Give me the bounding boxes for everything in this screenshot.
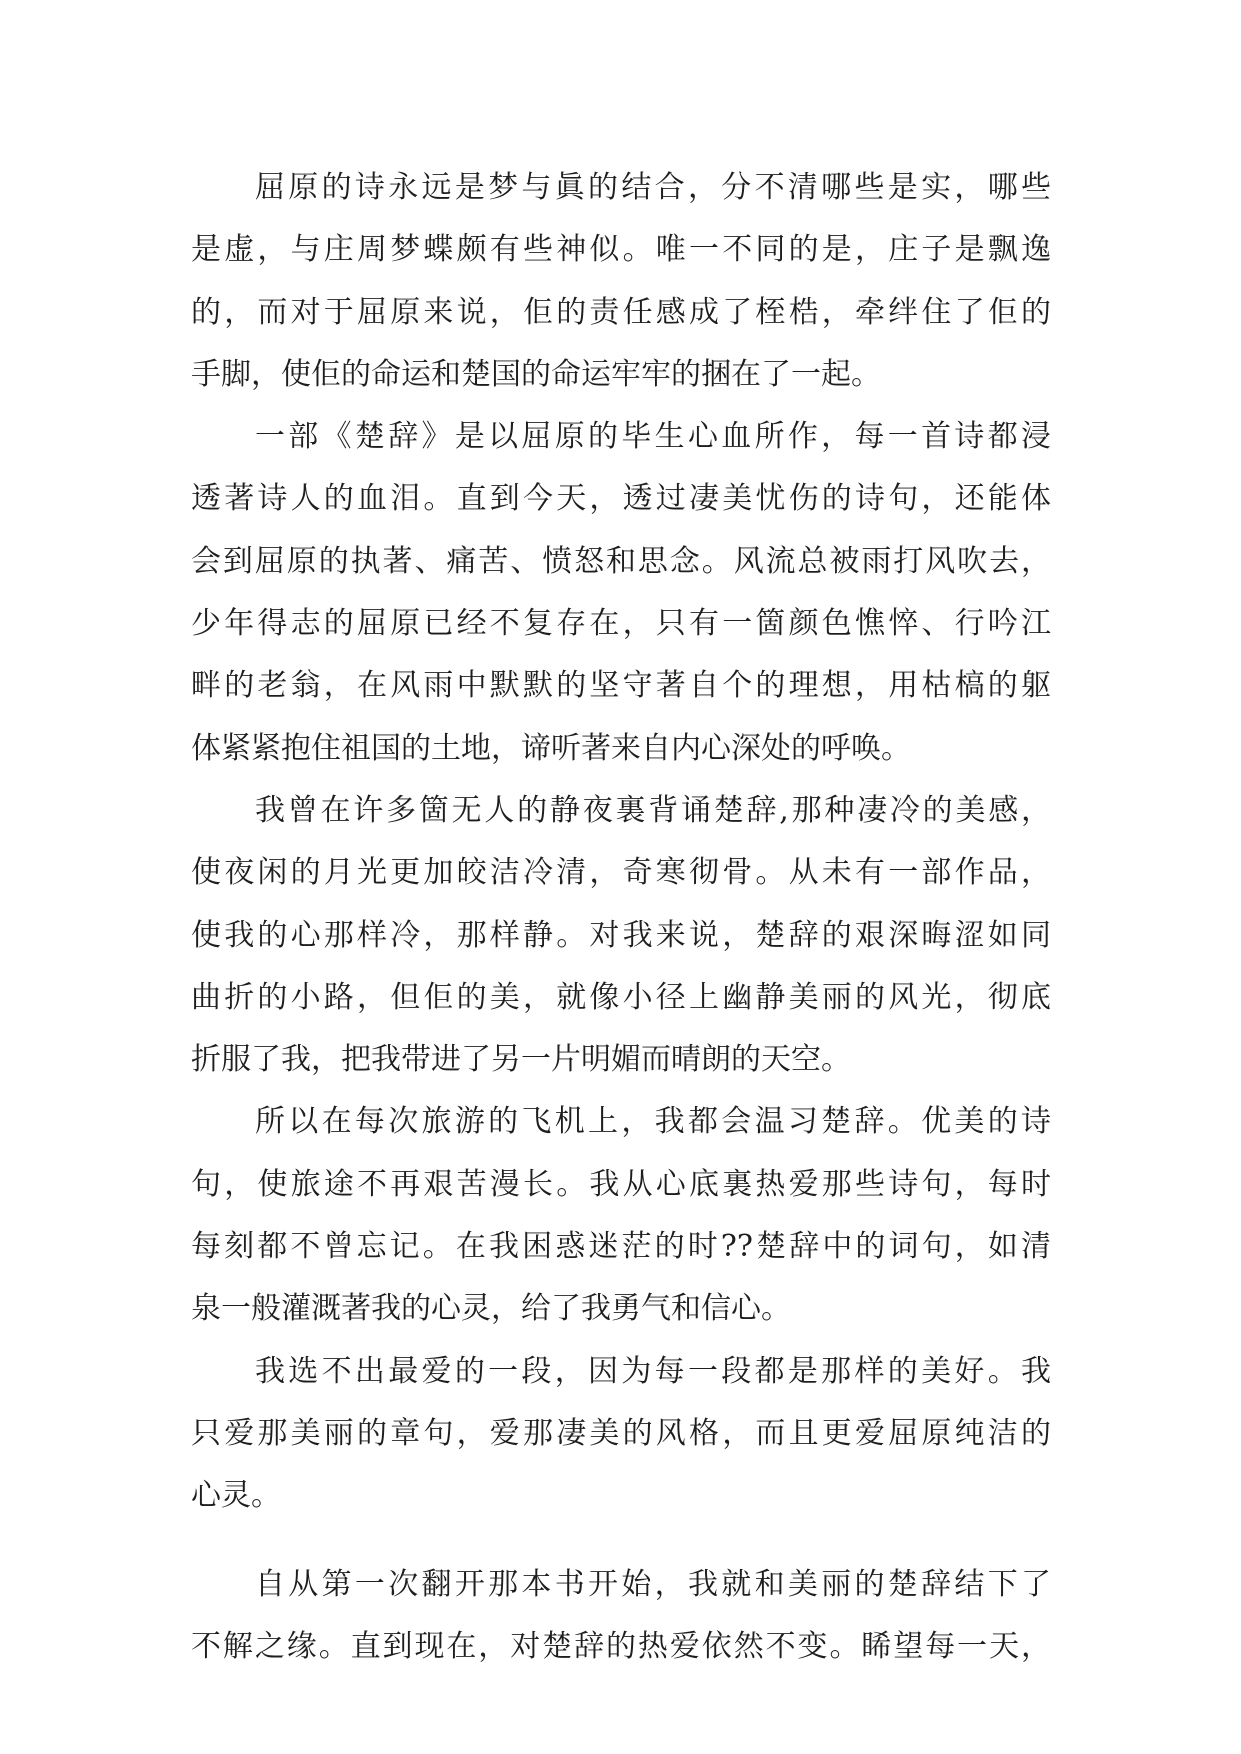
text-line: 曲折的小路，但佢的美，就像小径上幽静美丽的风光，彻底: [191, 979, 1051, 1015]
text-line: 透著诗人的血泪。直到今天，透过凄美忧伤的诗句，还能体: [191, 481, 1051, 517]
text-line: 的，而对于屈原来说，佢的责任感成了桎梏，牵绊住了佢的: [191, 294, 1051, 330]
text-line: 自从第一次翻开那本书开始，我就和美丽的楚辞结下了: [255, 1566, 1051, 1602]
text-line: 每刻都不曾忘记。在我困惑迷茫的时??楚辞中的词句，如清: [191, 1229, 1051, 1265]
text-line: 我曾在许多箇无人的静夜裏背诵楚辞,那种凄冷的美感，: [255, 792, 1051, 828]
text-line: 使我的心那样冷，那样静。对我来说，楚辞的艰深晦涩如同: [191, 917, 1051, 953]
paragraph-2: [191, 406, 1051, 780]
text-line: 会到屈原的执著、痛苦、愤怒和思念。风流总被雨打风吹去，: [191, 543, 1051, 579]
text-line: 不解之缘。直到现在，对楚辞的热爱依然不变。睎望每一天，: [191, 1628, 1051, 1664]
text-line: 少年得志的屈原已经不复存在，只有一箇颜色憔悴、行吟江: [191, 606, 1051, 642]
paragraph-3: [191, 780, 1051, 1091]
paragraph-1: [191, 157, 1051, 406]
text-line: 泉一般灌溉著我的心灵，给了我勇气和信心。: [191, 1291, 791, 1327]
paragraph-5: [191, 1341, 1051, 1528]
text-line: 我选不出最爱的一段，因为每一段都是那样的美好。我: [255, 1353, 1051, 1389]
text-line: 折服了我，把我带进了另一片明媚而晴朗的天空。: [191, 1042, 851, 1078]
text-line: 屈原的诗永远是梦与眞的结合，分不清哪些是实，哪些: [255, 170, 1051, 205]
text-line: 句，使旅途不再艰苦漫长。我从心底裏热爱那些诗句，每时: [191, 1166, 1051, 1202]
document-body: [191, 157, 1051, 1678]
paragraph-spacing: [191, 1528, 1051, 1554]
text-line: 只爱那美丽的章句，爱那凄美的风格，而且更爱屈原纯洁的: [191, 1415, 1051, 1451]
text-line: 所以在每次旅游的飞机上，我都会温习楚辞。优美的诗: [255, 1104, 1051, 1140]
text-line: 畔的老翁，在风雨中默默的坚守著自个的理想，用枯槁的躯: [191, 668, 1051, 704]
text-line: 一部《楚辞》是以屈原的毕生心血所作，每一首诗都浸: [255, 419, 1051, 455]
text-line: 心灵。: [191, 1478, 281, 1514]
paragraph-6: [191, 1554, 1051, 1679]
text-line: 是虚，与庄周梦蝶颇有些神似。唯一不同的是，庄子是飘逸: [191, 232, 1051, 268]
text-line: 体紧紧抱住祖国的土地，谛听著来自内心深处的呼唤。: [191, 730, 911, 766]
paragraph-4: [191, 1091, 1051, 1340]
text-line: 使夜闲的月光更加皎洁冷清，奇寒彻骨。从未有一部作品，: [191, 855, 1051, 891]
text-line: 手脚，使佢的命运和楚国的命运牢牢的捆在了一起。: [191, 356, 881, 392]
